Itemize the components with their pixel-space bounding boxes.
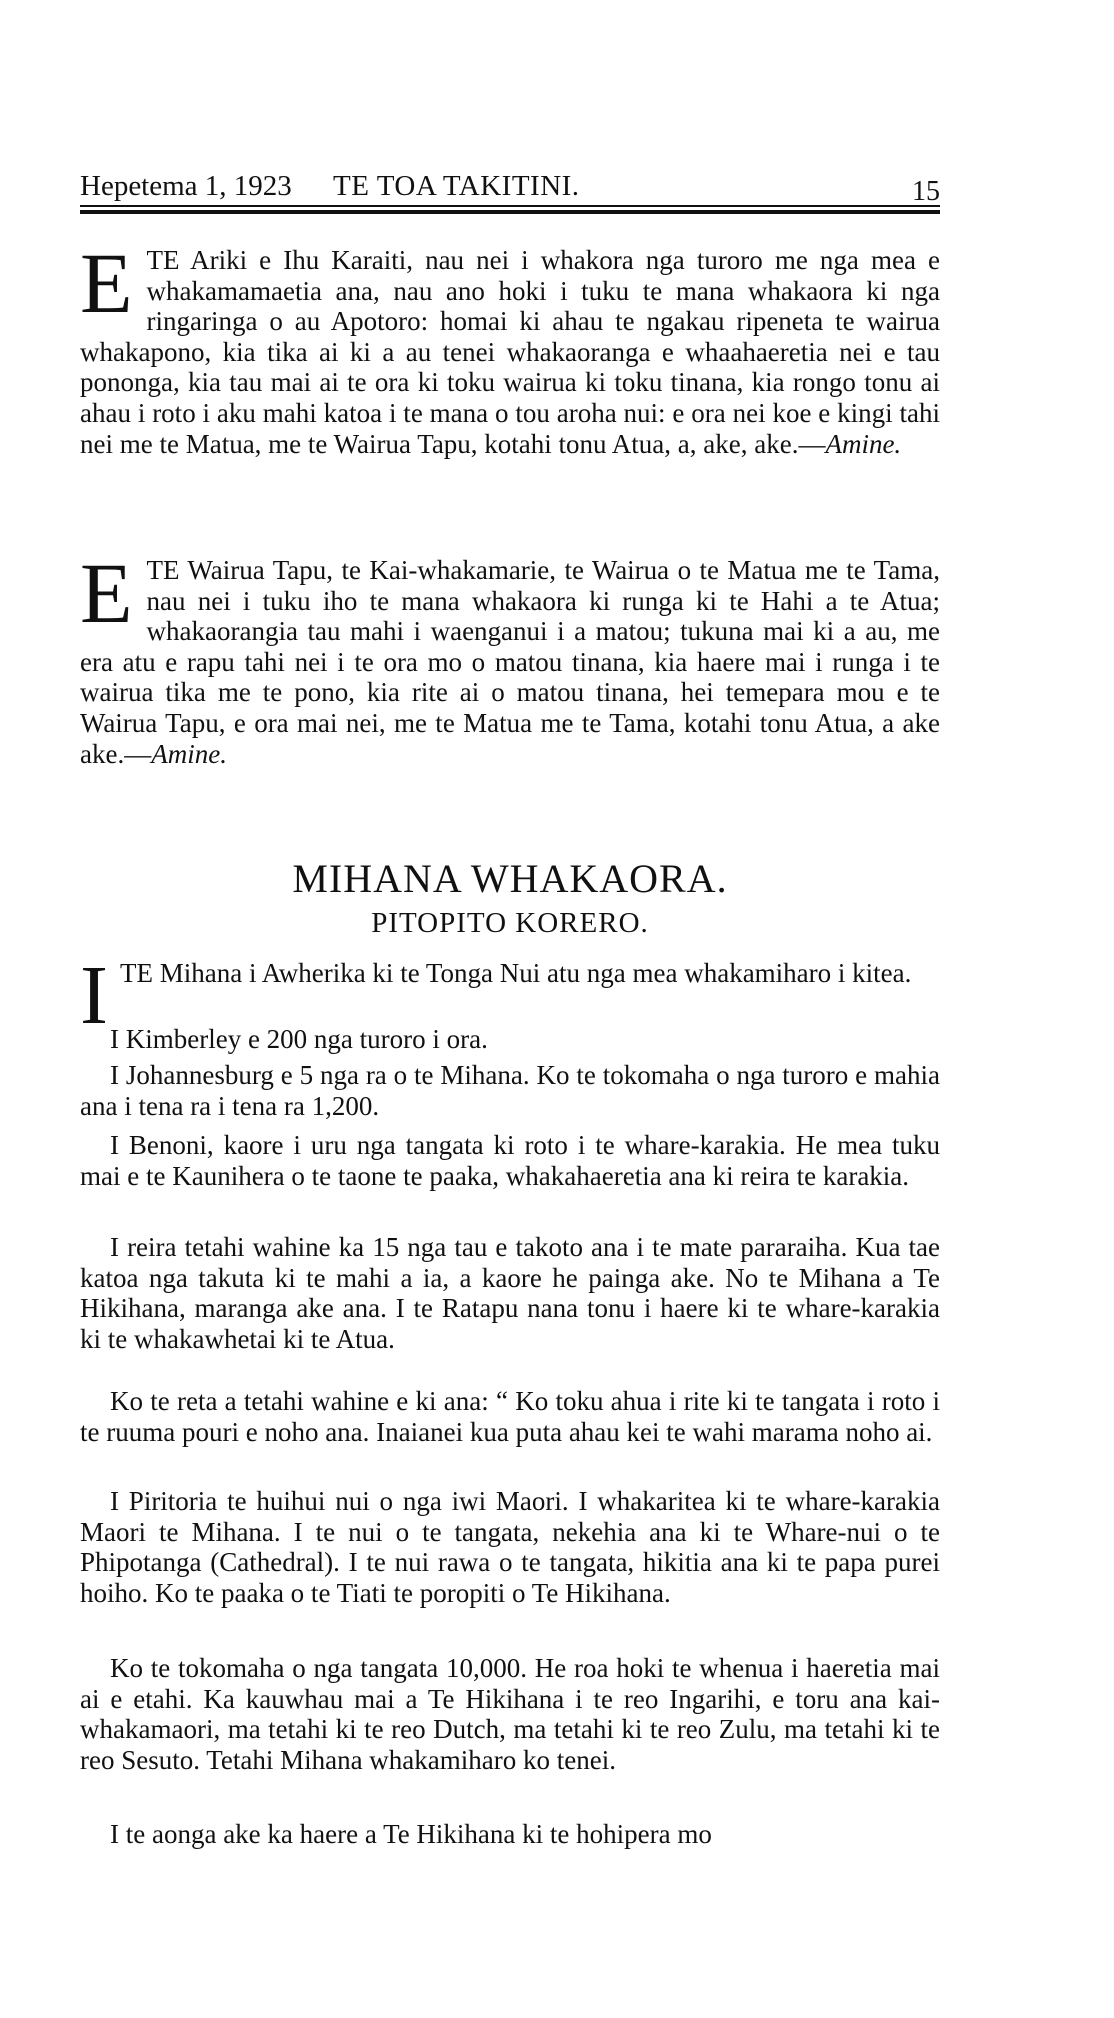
prayer-text: TE Ariki e Ihu Karaiti, nau nei i whakora nga turoro me nga mea e whakamamaetia ana, nau ano hoki i tuku te mana whakaora ki nga ringaringa o au Apotoro: homai ki ahau te ngakau ripeneta te wairua whakapono, kia tika ai ki a au tenei whakaoranga e whaahaeretia nei e tau pononga, kia tau mai ai te ora ki toku wairua ki toku tinana, kia rongo tonu ai ahau i roto i aku mahi katoa i te mana o tou aroha nui: e ora nei koe e kingi tahi nei me te Matua, me te Wairua Tapu, kotahi tonu Atua, a, ake, ake.— (80, 245, 940, 459)
drop-cap: E (80, 235, 133, 331)
prayer-text: TE Wairua Tapu, te Kai-whakamarie, te Wairua o te Matua me te Tama, nau nei i tuku iho te mana whakaora ki runga ki te Hahi a te Atua; whakaorangia tau mahi i waenganui i a matou; tukuna mai ki a au, me era atu e rapu tahi nei i te ora mo o matou tinana, kia haere mai i runga i te wairua tika me te pono, kia rite ai o matou tinana, hei temepara mou e te Wairua Tapu, e ora mai nei, me te Matua me te Tama, kotahi tonu Atua, a ake ake.— (80, 555, 940, 769)
news-paragraph-8: Ko te tokomaha o nga tangata 10,000. He roa hoki te whenua i haeretia mai ai e etahi. Ka kauwhau mai a Te Hikihana i te reo Ingarihi, e toru ana kai-whakamaori, ma tetahi ki te reo Dutch, ma tetahi ki te reo Zulu, ma tetahi ki te reo Sesuto. Tetahi Mihana whakamiharo ko tenei. (80, 1653, 940, 1775)
prayer-closing: Amine. (825, 428, 902, 459)
prayer-closing: Amine. (151, 738, 227, 769)
running-header (80, 168, 940, 207)
news-paragraph-7: I Piritoria te huihui nui o nga iwi Maori. I whakaritea ki te whare-karakia Maori te Mihana. I te nui o te tangata, nekehia ana ki te Whare-nui o te Phipotanga (Cathedral). I te nui rawa o te tangata, hikitia ana ki te papa purei hoiho. Ko te paaka o te Tiati te poropiti o Te Hikihana. (80, 1486, 940, 1608)
section-subtitle: PITOPITO KORERO. (371, 907, 649, 939)
header-rule-thick (80, 210, 940, 214)
news-paragraph-9: I te aonga ake ka haere a Te Hikihana ki te hohipera mo (110, 1819, 712, 1849)
news-paragraph-2: I Kimberley e 200 nga turoro i ora. (110, 1024, 488, 1054)
header-date: Hepetema 1, 1923 (80, 170, 292, 202)
header-rule-thin (80, 205, 940, 207)
news-paragraph-4: I Benoni, kaore i uru nga tangata ki roto i te whare-karakia. He mea tuku mai e te Kaunihera o te taone te paaka, whakahaeretia ana ki reira te karakia. (80, 1130, 940, 1191)
paragraph-text: TE Mihana i Awherika ki te Tonga Nui atu nga mea whakamiharo i kitea. (119, 958, 912, 988)
prayer-paragraph-2 (80, 545, 940, 769)
prayer-paragraph-1 (80, 235, 940, 459)
drop-cap: E (80, 545, 133, 641)
header-title: TE TOA TAKITINI. (333, 170, 580, 202)
news-paragraph-6: Ko te reta a tetahi wahine e ki ana: “ Ko toku ahua i rite ki te tangata i roto i te ruuma pouri e noho ana. Inaianei kua puta ahau kei te wahi marama noho ai. (80, 1386, 940, 1447)
news-paragraph-5: I reira tetahi wahine ka 15 nga tau e takoto ana i te mate pararaiha. Kua tae katoa nga takuta ki te mahi a ia, a kaore he painga ake. No te Mihana a Te Hikihana, maranga ake ana. I te Ratapu nana tonu i haere ki te whare-karakia ki te whakawhetai ki te Atua. (80, 1232, 940, 1354)
news-paragraph-3: I Johannesburg e 5 nga ra o te Mihana. Ko te tokomaha o nga turoro e mahia ana i tena ra i tena ra 1,200. (80, 1060, 940, 1121)
drop-cap: I (80, 949, 108, 1042)
section-title: MIHANA WHAKAORA. (292, 856, 728, 901)
page-number: 15 (912, 176, 940, 207)
